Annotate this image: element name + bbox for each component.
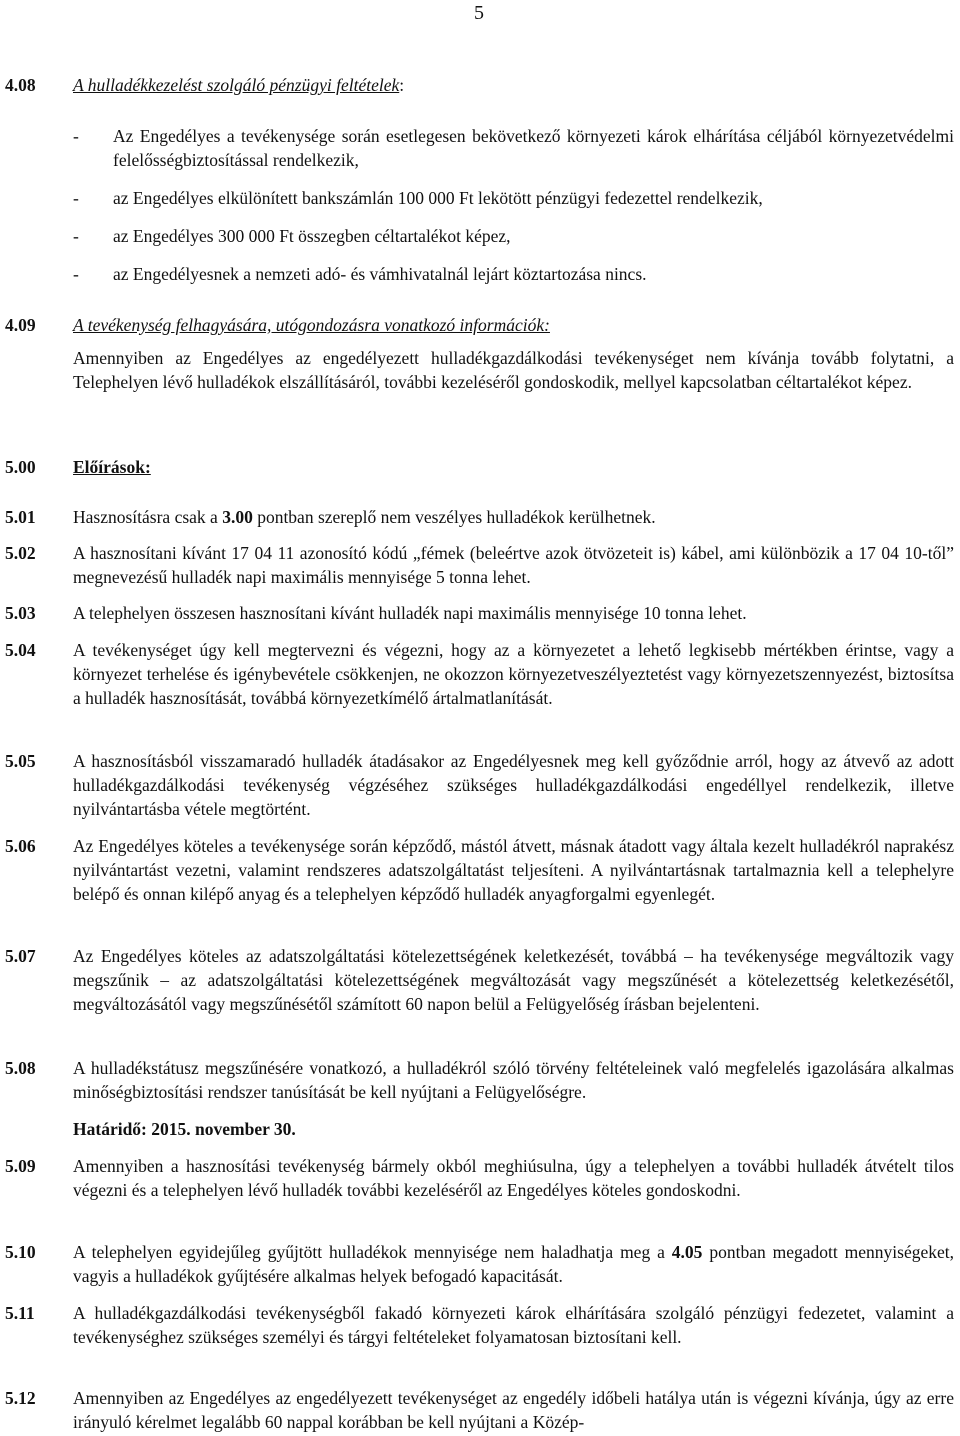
section-heading: A hulladékkezelést szolgáló pénzügyi feltételek	[73, 75, 400, 95]
section-number: 5.03	[5, 603, 36, 623]
section-number: 5.10	[5, 1242, 36, 1262]
text-part: Hasznosításra csak a	[73, 507, 223, 527]
section-heading: Előírások:	[73, 457, 151, 477]
paragraph-text: A tevékenységet úgy kell megtervezni és végezni, hogy az a környezetet a lehető legkisebb mértékben érintse, vagy a környezet terhelése és igénybevétele csökkenjen, ne okozzon környezetveszélyeztetést vagy környezetszennyezést, biztosítsa a hulladék hasznosítását, továbbá környezetkímélő ártalmatlanítását.	[73, 640, 954, 708]
section-number: 5.01	[5, 507, 36, 527]
heading-colon: :	[399, 75, 405, 95]
page-number: 5	[474, 2, 484, 24]
deadline: Határidő: 2015. november 30.	[73, 1119, 296, 1139]
paragraph-text	[73, 505, 954, 529]
section-number: 5.05	[5, 751, 36, 771]
section-number: 4.08	[5, 75, 36, 95]
paragraph-text: Amennyiben az Engedélyes az engedélyezett hulladékgazdálkodási tevékenységet nem kívánja tovább folytatni, a Telephelyen lévő hulladékok elszállításáról, további kezeléséről gondoskodik, mellyel kapcsolatban céltartalékot képez.	[73, 348, 954, 392]
section-4-08-heading	[73, 73, 404, 97]
section-number: 5.09	[5, 1156, 36, 1176]
section-number: 5.00	[5, 457, 36, 477]
paragraph-text: Amennyiben a hasznosítási tevékenység bármely okból meghiúsulna, úgy a telephelyen a további hulladék átvételt tilos végezni és a telephelyen lévő hulladék további kezeléséről az Engedélyes köteles gondoskodni.	[73, 1156, 954, 1200]
list-item-text: Az Engedélyes a tevékenysége során esetlegesen bekövetkező környezeti károk elhárítása céljából környezetvédelmi felelősségbiztosítással rendelkezik,	[113, 126, 954, 170]
paragraph-text: Amennyiben az Engedélyes az engedélyezett tevékenységet az engedély időbeli hatálya után is végezni kívánja, úgy az erre irányuló kérelmet legalább 60 nappal korábban be kell nyújtani a Közép-	[73, 1388, 954, 1432]
dash-bullet: -	[73, 264, 79, 284]
list-item	[73, 186, 954, 210]
section-number: 5.08	[5, 1058, 36, 1078]
section-number: 5.04	[5, 640, 36, 660]
section-number: 5.02	[5, 543, 36, 563]
list-item-text: az Engedélyes elkülönített bankszámlán 100 000 Ft lekötött pénzügyi fedezettel rendelkezik,	[113, 188, 763, 208]
text-part: A telephelyen egyidejűleg gyűjtött hulladékok mennyisége nem haladhatja meg a	[73, 1242, 672, 1262]
dash-bullet: -	[73, 188, 79, 208]
paragraph-text: A hulladékstátusz megszűnésére vonatkozó, a hulladékról szóló törvény feltételeinek való megfelelés igazolására alkalmas minőségbiztosítási rendszer tanúsítását be kell nyújtani a Felügyelőségre.	[73, 1058, 954, 1102]
paragraph-text: A hasznosítani kívánt 17 04 11 azonosító kódú „fémek (beleértve azok ötvözeteit is) kábel, ami különbözik a 17 04 10-től” megnevezésű hulladék napi maximális mennyisége 5 tonna lehet.	[73, 543, 954, 587]
section-number: 4.09	[5, 315, 36, 335]
section-reference: 4.05	[671, 1242, 703, 1262]
paragraph-text	[73, 1240, 954, 1288]
list-item	[73, 262, 954, 286]
paragraph-text: A hulladékgazdálkodási tevékenységből fakadó környezeti károk elhárítására szolgáló pénzügyi fedezetet, valamint a tevékenységhez szükséges személyi és tárgyi feltételeket folyamatosan biztosítani kell.	[73, 1303, 954, 1347]
section-number: 5.12	[5, 1388, 36, 1408]
section-heading: A tevékenység felhagyására, utógondozásra vonatkozó információk:	[73, 315, 550, 335]
text-part: pontban megadott mennyiségeket, vagyis a hulladékok gyűjtésére alkalmas helyek befogadó kapacitását.	[73, 1242, 954, 1286]
section-number: 5.11	[5, 1303, 35, 1323]
dash-bullet: -	[73, 126, 79, 146]
paragraph-text: A hasznosításból visszamaradó hulladék átadásakor az Engedélyesnek meg kell győződnie arról, hogy az átvevő az adott hulladékgazdálkodási tevékenység végzéséhez szükséges hulladékgazdálkodási engedéllyel rendelkezik, illetve nyilvántartásba vétele megtörtént.	[73, 751, 954, 819]
text-part: pontban szereplő nem veszélyes hulladékok kerülhetnek.	[252, 507, 656, 527]
dash-bullet: -	[73, 226, 79, 246]
paragraph-text: A telephelyen összesen hasznosítani kívánt hulladék napi maximális mennyisége 10 tonna lehet.	[73, 603, 747, 623]
list-item	[73, 124, 954, 172]
section-reference: 3.00	[222, 507, 253, 527]
list-item-text: az Engedélyesnek a nemzeti adó- és vámhivatalnál lejárt köztartozása nincs.	[113, 264, 647, 284]
list-item	[73, 224, 954, 248]
paragraph-text: Az Engedélyes köteles az adatszolgáltatási kötelezettségének keletkezését, továbbá – ha tevékenysége megváltozik vagy megszűnik – az adatszolgáltatási kötelezettségének megváltozását vagy megszűnését a kötelezettség keletkezésétől, megváltozásától vagy megszűnésétől számított 60 napon belül a Felügyelőség írásban bejelenteni.	[73, 946, 954, 1014]
paragraph-text: Az Engedélyes köteles a tevékenysége során képződő, mástól átvett, másnak átadott vagy általa kezelt hulladékról naprakész nyilvántartást vezetni, valamint rendszeres adatszolgáltatást teljesíteni. A nyilvántartásnak tartalmaznia kell a telephelyre belépő és onnan kilépő anyag és a telephelyen képződő hulladék anyagforgalmi egyenlegét.	[73, 836, 954, 904]
section-number: 5.06	[5, 836, 36, 856]
section-number: 5.07	[5, 946, 36, 966]
list-item-text: az Engedélyes 300 000 Ft összegben céltartalékot képez,	[113, 226, 511, 246]
